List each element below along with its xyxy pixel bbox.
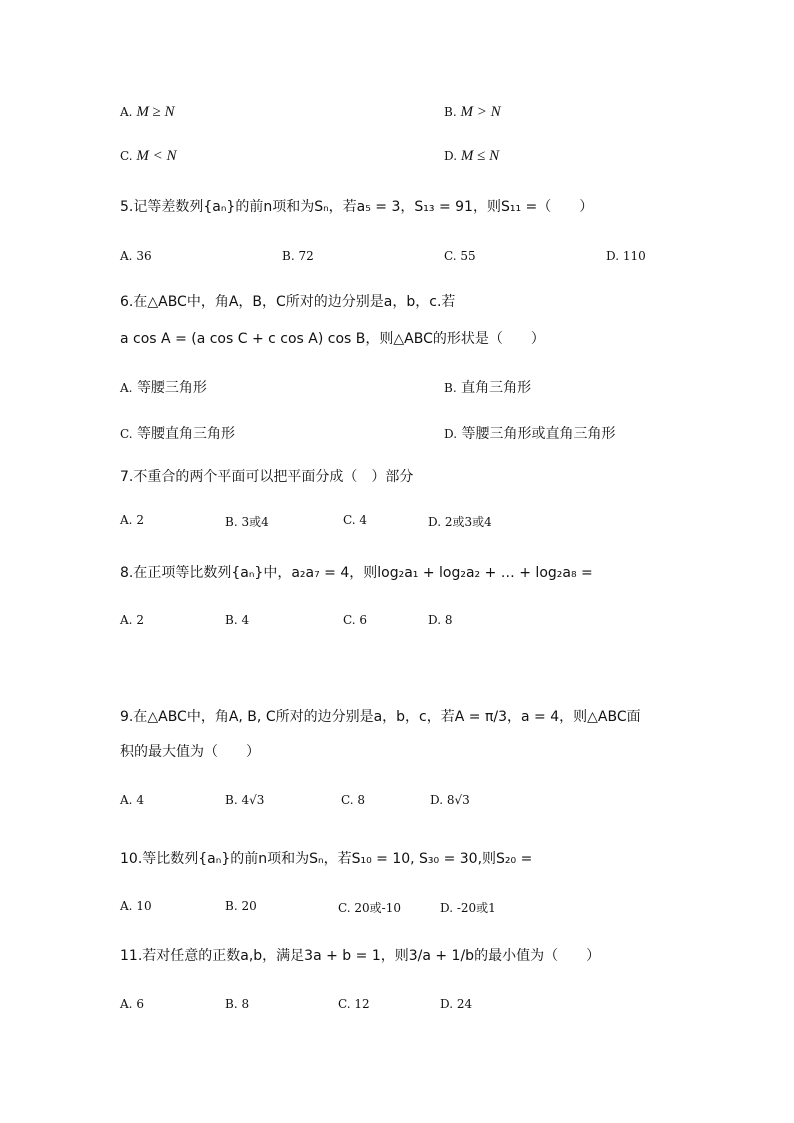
q5-stem: 5.记等差数列{aₙ}的前n项和为Sₙ，若a₅ = 3，S₁₃ = 91，则S₁₁ =（ ） — [120, 199, 594, 215]
q4-option-b: B. M > N — [444, 104, 501, 120]
q11-option-b: B. 8 — [225, 997, 250, 1011]
q6-option-b: B. 直角三角形 — [444, 380, 532, 396]
q4-option-d-text: M ≤ N — [460, 148, 500, 164]
q7-option-a: A. 2 — [120, 513, 144, 527]
q8-option-d: D. 8 — [428, 613, 453, 627]
q11-option-d: D. 24 — [440, 997, 473, 1011]
q8-option-a: A. 2 — [120, 613, 144, 627]
q11-option-c: C. 12 — [338, 997, 370, 1011]
q9-option-c: C. 8 — [341, 793, 366, 807]
q8-option-c: C. 6 — [343, 613, 368, 627]
q9-option-d: D. 8√3 — [430, 793, 470, 807]
q9-stem-line2: 积的最大值为（ ） — [120, 744, 260, 760]
q6-stem-line2: a cos A = (a cos C + c cos A) cos B，则△ABC的形状是（ ） — [120, 331, 545, 347]
q9-option-b: B. 4√3 — [225, 793, 265, 807]
q10-option-b: B. 20 — [225, 899, 257, 913]
q10-option-c: C. 20或-10 — [338, 901, 402, 915]
q11-option-a: A. 6 — [120, 997, 144, 1011]
q5-option-b: B. 72 — [282, 249, 314, 263]
q10-option-d: D. -20或1 — [440, 901, 496, 915]
q8-stem: 8.在正项等比数列{aₙ}中，a₂a₇ = 4，则log₂a₁ + log₂a₂ + … + log₂a₈ = — [120, 565, 593, 581]
q6-option-a: A. 等腰三角形 — [120, 380, 207, 396]
q5-option-d: D. 110 — [606, 249, 646, 263]
q4-option-c-text: M < N — [136, 148, 177, 164]
q10-stem: 10.等比数列{aₙ}的前n项和为Sₙ，若S₁₀ = 10, S₃₀ = 30,则S₂₀ = — [120, 851, 533, 867]
q7-option-c: C. 4 — [343, 513, 368, 527]
q11-stem: 11.若对任意的正数a,b，满足3a + b = 1，则3/a + 1/b的最小值为（ ） — [120, 948, 601, 964]
q10-option-a: A. 10 — [120, 899, 152, 913]
q6-option-c: C. 等腰直角三角形 — [120, 426, 236, 442]
q8-option-b: B. 4 — [225, 613, 250, 627]
q7-option-b: B. 3或4 — [225, 515, 269, 529]
q5-option-c: C. 55 — [444, 249, 476, 263]
q4-option-a: A. M ≥ N — [120, 104, 175, 120]
q9-option-a: A. 4 — [120, 793, 144, 807]
q6-stem-line1: 6.在△ABC中，角A，B，C所对的边分别是a，b，c.若 — [120, 294, 456, 310]
q4-option-b-text: M > N — [460, 104, 501, 120]
q9-stem-line1: 9.在△ABC中，角A, B, C所对的边分别是a，b，c，若A = π/3，a = 4，则△ABC面 — [120, 709, 641, 725]
q5-option-a: A. 36 — [120, 249, 152, 263]
q6-option-d: D. 等腰三角形或直角三角形 — [444, 426, 616, 442]
q4-option-c: C. M < N — [120, 148, 177, 164]
q7-stem: 7.不重合的两个平面可以把平面分成（ ）部分 — [120, 469, 414, 485]
q7-option-d: D. 2或3或4 — [428, 515, 492, 529]
q4-option-a-text: M ≥ N — [136, 104, 175, 120]
q4-option-d: D. M ≤ N — [444, 148, 500, 164]
